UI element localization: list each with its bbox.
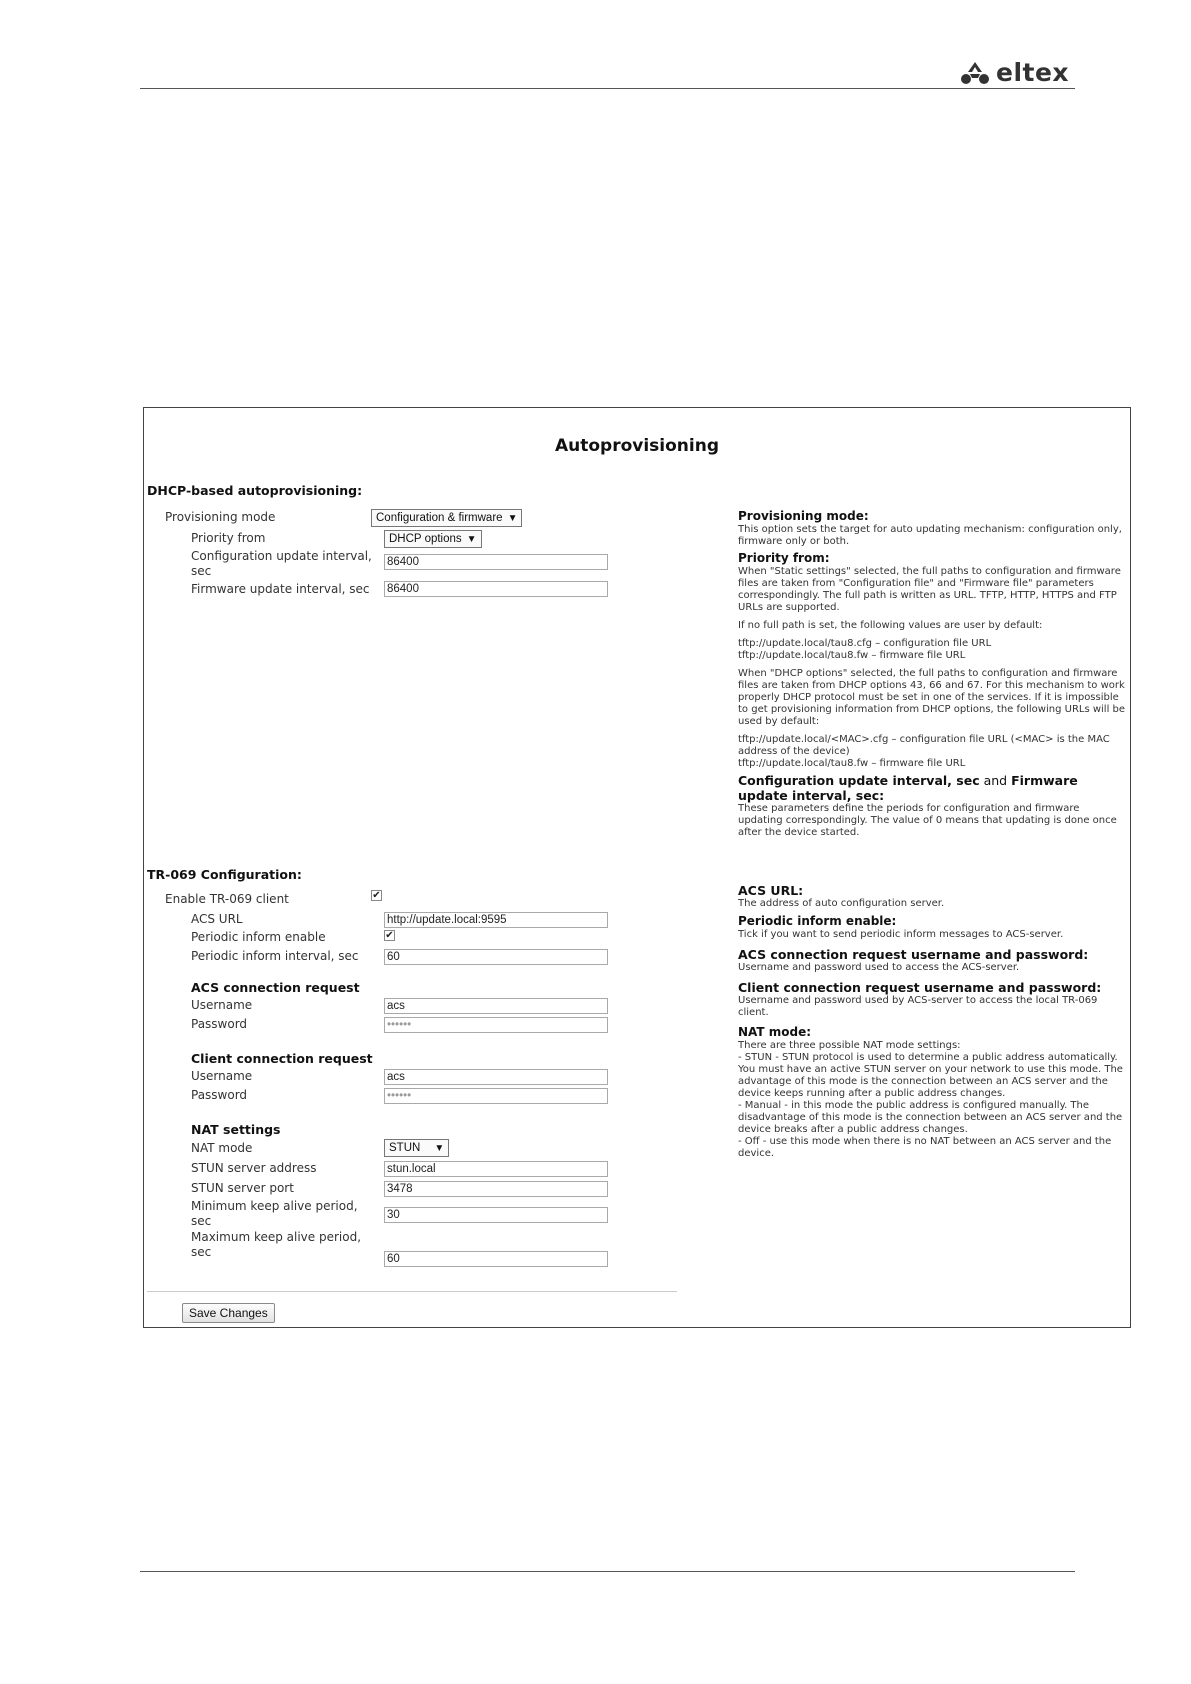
acs-connection-heading: ACS connection request	[191, 980, 360, 995]
help-prov-mode-title: Provisioning mode:	[738, 509, 869, 523]
enable-tr069-label: Enable TR-069 client	[165, 892, 289, 906]
periodic-inform-enable-label: Periodic inform enable	[191, 930, 326, 944]
config-interval-input[interactable]: 86400	[384, 554, 608, 570]
nat-mode-label: NAT mode	[191, 1141, 253, 1155]
min-keepalive-label: Minimum keep alive period, sec	[191, 1199, 358, 1228]
stun-port-label: STUN server port	[191, 1181, 294, 1195]
help-client-cred-title: Client connection request username and password:	[738, 980, 1102, 995]
enable-tr069-checkbox[interactable]: ✔	[372, 890, 381, 901]
config-interval-label: Configuration update interval, sec	[191, 549, 372, 578]
help-nat-title: NAT mode:	[738, 1025, 812, 1039]
acs-password-input[interactable]: ••••••	[384, 1017, 608, 1033]
firmware-interval-label: Firmware update interval, sec	[191, 582, 370, 596]
help-priority-text2: If no full path is set, the following values are user by default:	[738, 620, 1043, 631]
eltex-logo	[958, 58, 1069, 88]
footer-divider	[140, 1571, 1075, 1572]
dhcp-section-heading: DHCP-based autoprovisioning:	[147, 483, 363, 498]
help-nat-text1: There are three possible NAT mode settings:	[738, 1040, 961, 1051]
form-divider	[147, 1291, 677, 1292]
acs-username-input[interactable]: acs	[384, 998, 608, 1014]
provisioning-mode-value: Configuration & firmware	[376, 512, 503, 524]
eltex-mark-icon	[958, 60, 992, 86]
help-interval-title-b: Firmware update interval, sec:	[738, 773, 1078, 803]
help-priority-text4: When "DHCP options" selected, the full paths to configuration and firmware files are taken from DHCP options 43, 66 and 67. For this mechanism to work properly DHCP protocol must be set in one of the services. If it is impossible to get provisioning information from DHCP options, the following URLs will be used by default:	[738, 668, 1126, 727]
acs-url-label: ACS URL	[191, 912, 243, 926]
provisioning-mode-label: Provisioning mode	[165, 510, 276, 524]
max-keepalive-label: Maximum keep alive period, sec	[191, 1230, 362, 1259]
help-interval-title-and: and	[979, 773, 1012, 788]
help-priority-url-cfg: tftp://update.local/tau8.cfg – configuration file URL	[738, 638, 992, 649]
autoprovisioning-panel	[143, 407, 1131, 1328]
help-priority-title: Priority from:	[738, 551, 830, 565]
client-connection-heading: Client connection request	[191, 1051, 373, 1066]
help-priority-url-fw2: tftp://update.local/tau8.fw – firmware file URL	[738, 758, 966, 769]
priority-from-label: Priority from	[191, 531, 266, 545]
min-keepalive-input[interactable]: 30	[384, 1207, 608, 1223]
chevron-down-icon: ▼	[507, 513, 518, 524]
tr069-section-heading: TR-069 Configuration:	[147, 867, 302, 882]
stun-address-label: STUN server address	[191, 1161, 317, 1175]
client-password-input[interactable]: ••••••	[384, 1088, 608, 1104]
nat-mode-value: STUN	[389, 1142, 421, 1154]
help-interval-title	[738, 773, 1126, 803]
acs-url-input[interactable]: http://update.local:9595	[384, 912, 608, 928]
max-keepalive-input[interactable]: 60	[384, 1251, 608, 1267]
stun-port-input[interactable]: 3478	[384, 1181, 608, 1197]
periodic-inform-interval-label: Periodic inform interval, sec	[191, 949, 359, 963]
help-acs-url-title: ACS URL:	[738, 883, 804, 898]
help-priority-text1: When "Static settings" selected, the full paths to configuration and firmware files are taken from "Configuration file" and "Firmware file" parameters correspondingly. The full path is written as URL. TFTP, HTTP, HTTPS and FTP URLs are supported.	[738, 566, 1121, 613]
client-username-label: Username	[191, 1069, 253, 1083]
help-prov-mode-text: This option sets the target for auto updating mechanism: configuration only, firmware only or both.	[738, 524, 1122, 547]
logo-text: eltex	[996, 58, 1070, 87]
help-tr069	[738, 883, 1126, 1160]
save-changes-button[interactable]: Save Changes	[182, 1303, 275, 1323]
help-client-cred-text: Username and password used by ACS-server to access the local TR-069 client.	[738, 995, 1098, 1018]
priority-from-value: DHCP options	[389, 533, 462, 545]
periodic-inform-interval-input[interactable]: 60	[384, 949, 608, 965]
acs-username-label: Username	[191, 998, 253, 1012]
help-periodic-title: Periodic inform enable:	[738, 914, 897, 928]
help-nat-text2: - STUN - STUN protocol is used to determine a public address automatically. You must have an active STUN server on your network to use this mode. The advantage of this mode is the connection between an ACS server and the device keeps running after a public address changes.	[738, 1052, 1123, 1099]
help-priority-url-fw: tftp://update.local/tau8.fw – firmware file URL	[738, 650, 966, 661]
help-periodic-text: Tick if you want to send periodic inform messages to ACS-server.	[738, 929, 1064, 940]
help-acs-cred-text: Username and password used to access the ACS-server.	[738, 962, 1020, 973]
client-username-input[interactable]: acs	[384, 1069, 608, 1085]
priority-from-select[interactable]	[384, 530, 482, 548]
help-interval-text: These parameters define the periods for configuration and firmware updating correspondingly. The value of 0 means that updating is done once after the device started.	[738, 803, 1117, 838]
chevron-down-icon: ▼	[466, 534, 477, 545]
help-acs-cred-title: ACS connection request username and password:	[738, 947, 1089, 962]
nat-mode-select[interactable]	[384, 1139, 449, 1157]
periodic-inform-checkbox[interactable]: ✔	[385, 930, 394, 941]
help-dhcp	[738, 509, 1126, 839]
help-interval-title-a: Configuration update interval, sec	[738, 773, 980, 788]
help-nat-text4: - Off - use this mode when there is no NAT between an ACS server and the device.	[738, 1136, 1112, 1159]
acs-password-label: Password	[191, 1017, 248, 1031]
nat-settings-heading: NAT settings	[191, 1122, 281, 1137]
client-password-label: Password	[191, 1088, 248, 1102]
chevron-down-icon: ▼	[434, 1143, 445, 1154]
header-divider	[140, 88, 1075, 89]
help-nat-text3: - Manual - in this mode the public address is configured manually. The disadvantage of this mode is the connection between an ACS server and the device breaks after a public address changes.	[738, 1100, 1123, 1135]
stun-address-input[interactable]: stun.local	[384, 1161, 608, 1177]
help-priority-url-mac: tftp://update.local/<MAC>.cfg – configuration file URL (<MAC> is the MAC address of the device)	[738, 734, 1110, 757]
help-acs-url-text: The address of auto configuration server.	[738, 898, 945, 909]
provisioning-mode-select[interactable]	[371, 509, 522, 527]
firmware-interval-input[interactable]: 86400	[384, 581, 608, 597]
page-title: Autoprovisioning	[554, 436, 720, 456]
